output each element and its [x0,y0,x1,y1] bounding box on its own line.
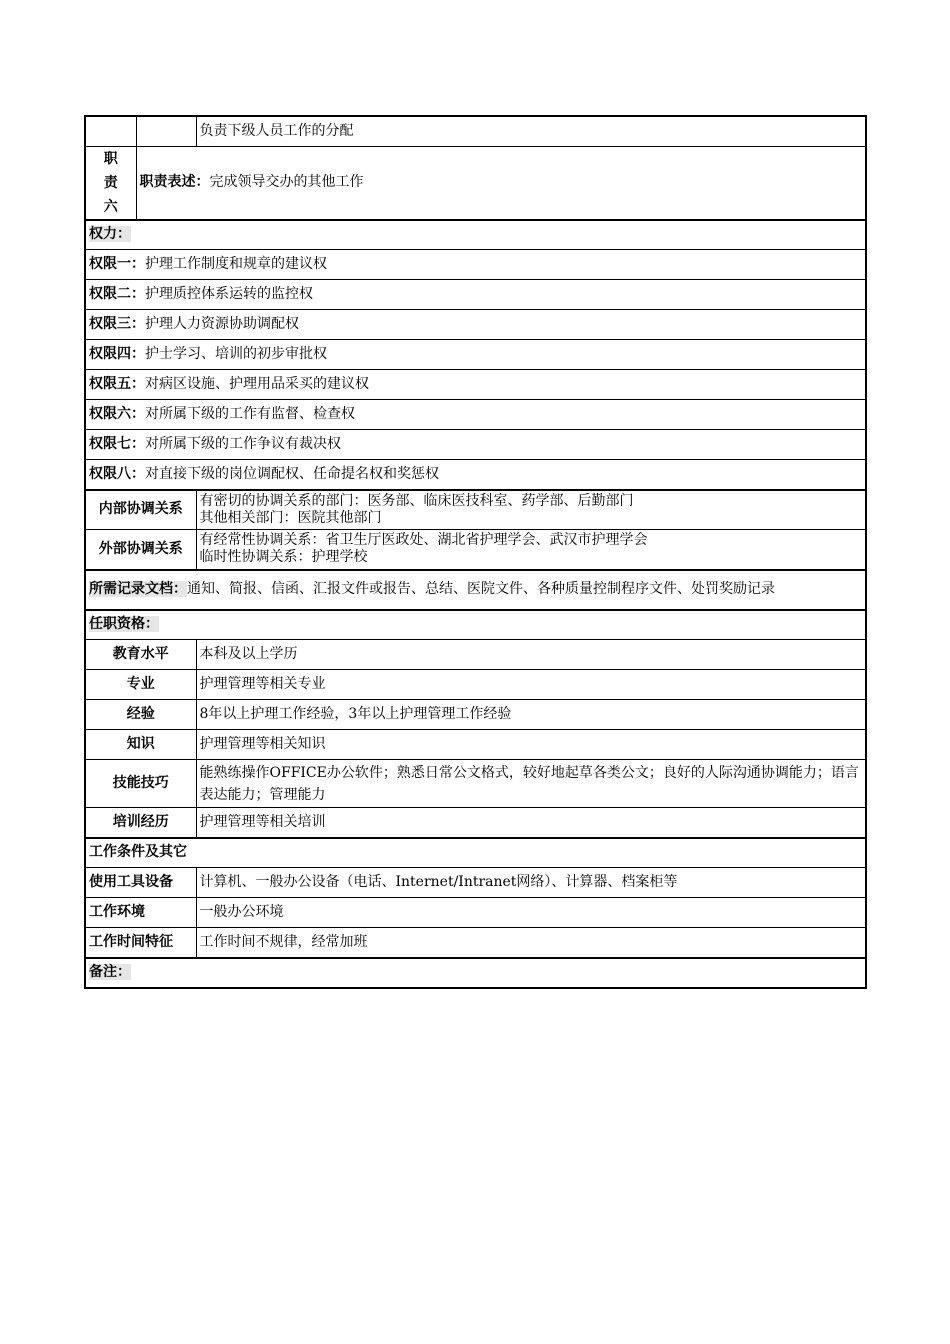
conditions-header: 工作条件及其它 [85,838,866,868]
power-text: 护理工作制度和规章的建议权 [145,256,327,272]
qualification-text: 护理管理等相关专业 [196,670,866,700]
internal-relations-line: 有密切的协调关系的部门：医务部、临床医技科室、药学部、后勤部门 [199,492,634,509]
power-cell [85,250,866,280]
side-char: 责 [103,174,118,191]
power-label: 权限二： [89,286,145,302]
power-cell [85,400,866,430]
power-label: 权限五： [89,376,145,392]
external-relations-content [196,530,866,570]
conditions-header-row [85,838,866,868]
qualification-text: 能熟练操作OFFICE办公软件；熟悉日常公文格式，较好地起草各类公文；良好的人际沟通协调能力；语言表达能力；管理能力 [196,760,866,808]
power-row [85,430,866,460]
condition-text: 一般办公环境 [196,898,866,928]
power-cell [85,370,866,400]
power-label: 权限六： [89,406,145,422]
duty-six-content [136,146,866,220]
power-text: 对病区设施、护理用品采买的建议权 [145,376,369,392]
powers-header-label: 权力： [89,226,131,243]
power-row [85,340,866,370]
notes-cell [85,958,866,988]
qualification-row [85,730,866,760]
qualification-label: 技能技巧 [85,760,196,808]
records-cell [85,570,866,610]
power-label: 权限三： [89,316,145,332]
qualification-text: 8年以上护理工作经验，3年以上护理管理工作经验 [196,700,866,730]
empty-cell [85,116,136,146]
duty-six-row [85,146,866,220]
power-row [85,370,866,400]
qualification-label: 经验 [85,700,196,730]
internal-relations-row [85,490,866,530]
records-label: 所需记录文档： [89,581,187,597]
qualification-label: 专业 [85,670,196,700]
power-text: 对所属下级的工作有监督、检查权 [145,406,355,422]
qualification-row [85,700,866,730]
qualification-row [85,640,866,670]
qualifications-header-row [85,610,866,640]
internal-relations-content [196,490,866,530]
qualification-text: 护理管理等相关知识 [196,730,866,760]
condition-label: 工作环境 [85,898,196,928]
qualification-label: 教育水平 [85,640,196,670]
external-relations-line: 临时性协调关系：护理学校 [199,549,368,566]
condition-label: 工作时间特征 [85,928,196,958]
external-relations-line: 有经常性协调关系：省卫生厅医政处、湖北省护理学会、武汉市护理学会 [199,532,648,549]
internal-relations-line: 其他相关部门：医院其他部门 [199,509,382,526]
qualification-label: 培训经历 [85,808,196,838]
qualification-row [85,808,866,838]
condition-text: 工作时间不规律，经常加班 [196,928,866,958]
external-relations-label: 外部协调关系 [85,530,196,570]
power-row [85,250,866,280]
duty-row-top [85,116,866,146]
condition-label: 使用工具设备 [85,868,196,898]
power-text: 护理质控体系运转的监控权 [145,286,313,302]
power-text: 对直接下级的岗位调配权、任命提名权和奖惩权 [145,465,439,482]
power-label: 权限四： [89,346,145,362]
external-relations-row [85,530,866,570]
power-label: 权限七： [89,436,145,452]
power-cell [85,280,866,310]
power-row [85,460,866,490]
power-cell [85,310,866,340]
condition-text: 计算机、一般办公设备（电话、Internet/Intranet网络）、计算器、档案柜等 [196,868,866,898]
qualification-text: 护理管理等相关培训 [196,808,866,838]
condition-row [85,898,866,928]
duty-statement-text: 完成领导交办的其他工作 [209,174,364,190]
qualification-row [85,670,866,700]
power-cell [85,430,866,460]
qualification-row [85,760,866,808]
power-row [85,280,866,310]
notes-row [85,958,866,988]
side-char: 六 [103,198,118,215]
duty-text: 负责下级人员工作的分配 [196,116,866,146]
condition-row [85,868,866,898]
job-description-document [84,115,865,989]
power-cell [85,460,866,490]
duty-statement-label: 职责表述： [139,174,210,190]
side-char: 职 [103,150,118,167]
powers-header [85,220,866,250]
powers-header-row [85,220,866,250]
qualification-text: 本科及以上学历 [196,640,866,670]
duty-six-side-label [85,146,136,220]
power-cell [85,340,866,370]
empty-cell [136,116,196,146]
job-description-table [84,115,867,989]
internal-relations-label: 内部协调关系 [85,490,196,530]
condition-row [85,928,866,958]
qualification-label: 知识 [85,730,196,760]
notes-label: 备注： [89,964,131,980]
power-label: 权限一： [89,256,145,272]
qualifications-header-label: 任职资格： [89,616,159,633]
records-text: 通知、简报、信函、汇报文件或报告、总结、医院文件、各种质量控制程序文件、处罚奖励记录 [187,581,775,597]
records-row [85,570,866,610]
qualifications-header [85,610,866,640]
power-row [85,400,866,430]
power-row [85,310,866,340]
power-text: 护理人力资源协助调配权 [145,316,299,332]
power-text: 护士学习、培训的初步审批权 [145,346,327,362]
power-label: 权限八： [89,465,145,482]
power-text: 对所属下级的工作争议有裁决权 [145,436,341,452]
